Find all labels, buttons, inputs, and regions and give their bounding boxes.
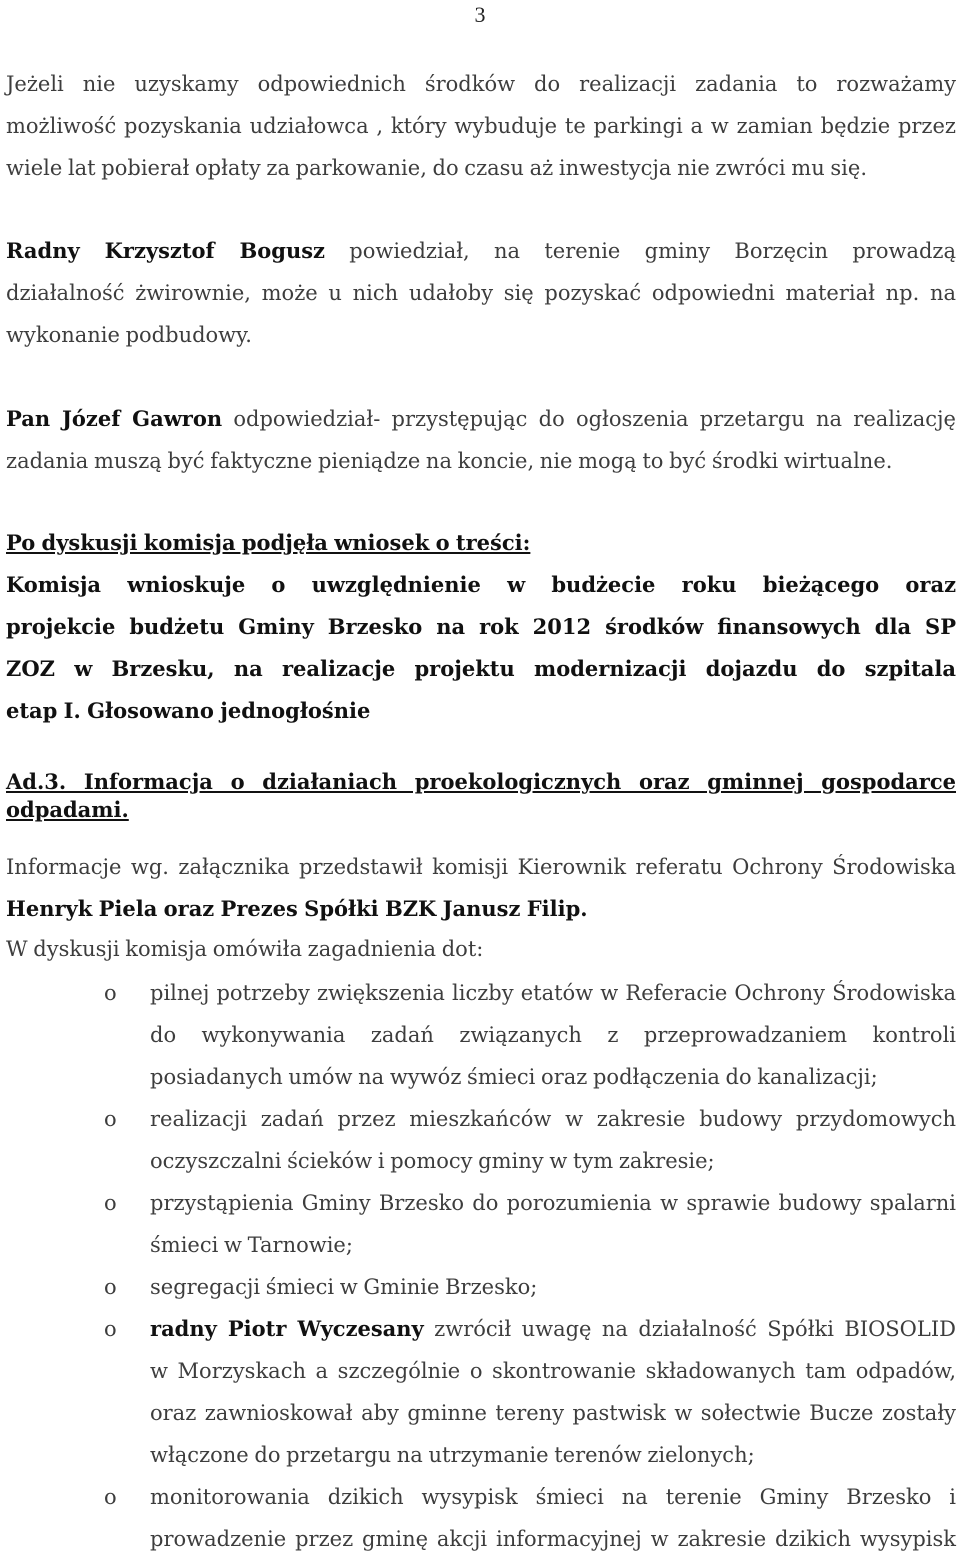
speaker-name: Radny Krzysztof Bogusz xyxy=(6,238,325,263)
bullet-marker: o xyxy=(104,1317,117,1341)
paragraph-line xyxy=(6,235,956,277)
list-item-line: prowadzenie przez gminę akcji informacyjnej w zakresie dzikich wysypisk xyxy=(150,1527,956,1551)
paragraph-line: wykonanie podbudowy. xyxy=(6,323,252,347)
paragraph-line: zadania muszą być faktyczne pieniądze na koncie, nie mogą to być środki wirtualne. xyxy=(6,449,893,473)
paragraph-line: Jeżeli nie uzyskamy odpowiednich środków do realizacji zadania to rozważamy xyxy=(6,72,956,96)
list-item-line: monitorowania dzikich wysypisk śmieci na terenie Gminy Brzesko i xyxy=(150,1485,956,1509)
paragraph-line xyxy=(6,403,956,445)
bullet-marker: o xyxy=(104,981,117,1005)
page-number: 3 xyxy=(474,2,486,27)
paragraph-line: działalność żwirownie, może u nich udałoby się pozyskać odpowiedni materiał np. na xyxy=(6,281,956,305)
speaker-name: radny Piotr Wyczesany xyxy=(150,1316,424,1341)
info-block xyxy=(6,851,956,965)
resolution-line: projekcie budżetu Gminy Brzesko na rok 2012 środków finansowych dla SP xyxy=(6,614,956,639)
paragraph-text: odpowiedział- przystępując do ogłoszenia przetargu na realizację xyxy=(222,407,956,431)
section-heading-line: odpadami. xyxy=(6,797,129,822)
resolution-line: etap I. Głosowano jednogłośnie xyxy=(6,698,371,723)
section-heading-ad3 xyxy=(6,768,956,824)
paragraph-parking xyxy=(6,68,956,184)
info-line: Informacje wg. załącznika przedstawił komisji Kierownik referatu Ochrony Środowiska xyxy=(6,855,956,879)
info-line: W dyskusji komisja omówiła zagadnienia dot: xyxy=(6,937,484,961)
resolution-line: ZOZ w Brzesku, na realizacje projektu modernizacji dojazdu do szpitala xyxy=(6,656,956,681)
list-item-line: posiadanych umów na wywóz śmieci oraz podłączenia do kanalizacji; xyxy=(150,1065,878,1089)
paragraph-text: powiedział, na terenie gminy Borzęcin prowadzą xyxy=(324,239,956,263)
list-item-line: oraz zawnioskował aby gminne tereny pastwisk w sołectwie Bucze zostały xyxy=(150,1401,956,1425)
bullet-marker: o xyxy=(104,1275,117,1299)
resolution-line: Komisja wnioskuje o uwzględnienie w budżecie roku bieżącego oraz xyxy=(6,572,956,597)
bullet-marker: o xyxy=(104,1485,117,1509)
resolution-heading: Po dyskusji komisja podjęła wniosek o treści: xyxy=(6,530,531,555)
list-item-line: przystąpienia Gminy Brzesko do porozumienia w sprawie budowy spalarni xyxy=(150,1191,956,1215)
bullet-marker: o xyxy=(104,1191,117,1215)
section-heading-line: Ad.3. Informacja o działaniach proekologicznych oraz gminnej gospodarce xyxy=(6,769,956,794)
list-item-line: oczyszczalni ścieków i pomocy gminy w tym zakresie; xyxy=(150,1149,715,1173)
list-item-line: pilnej potrzeby zwiększenia liczby etatów w Referacie Ochrony Środowiska xyxy=(150,981,956,1005)
resolution-block xyxy=(6,527,956,727)
list-item-line xyxy=(150,1313,956,1355)
list-item-line: do wykonywania zadań związanych z przeprowadzaniem kontroli xyxy=(150,1023,956,1047)
paragraph-bogusz xyxy=(6,235,956,351)
speaker-name: Pan Józef Gawron xyxy=(6,406,223,431)
list-item-line: śmieci w Tarnowie; xyxy=(150,1233,353,1257)
bullet-marker: o xyxy=(104,1107,117,1131)
paragraph-line: możliwość pozyskania udziałowca , który wybuduje te parkingi a w zamian będzie przez xyxy=(6,114,956,138)
list-item-line: realizacji zadań przez mieszkańców w zakresie budowy przydomowych xyxy=(150,1107,956,1131)
info-line-names: Henryk Piela oraz Prezes Spółki BZK Janusz Filip. xyxy=(6,896,588,921)
list-item-text: zwrócił uwagę na działalność Spółki BIOSOLID xyxy=(423,1317,956,1341)
list-item-line: w Morzyskach a szczególnie o skontrowanie składowanych tam odpadów, xyxy=(150,1359,956,1383)
list-item-line: segregacji śmieci w Gminie Brzesko; xyxy=(150,1275,538,1299)
paragraph-gawron xyxy=(6,403,956,477)
list-item-line: włączone do przetargu na utrzymanie terenów zielonych; xyxy=(150,1443,755,1467)
paragraph-line: wiele lat pobierał opłaty za parkowanie, do czasu aż inwestycja nie zwróci mu się. xyxy=(6,156,868,180)
